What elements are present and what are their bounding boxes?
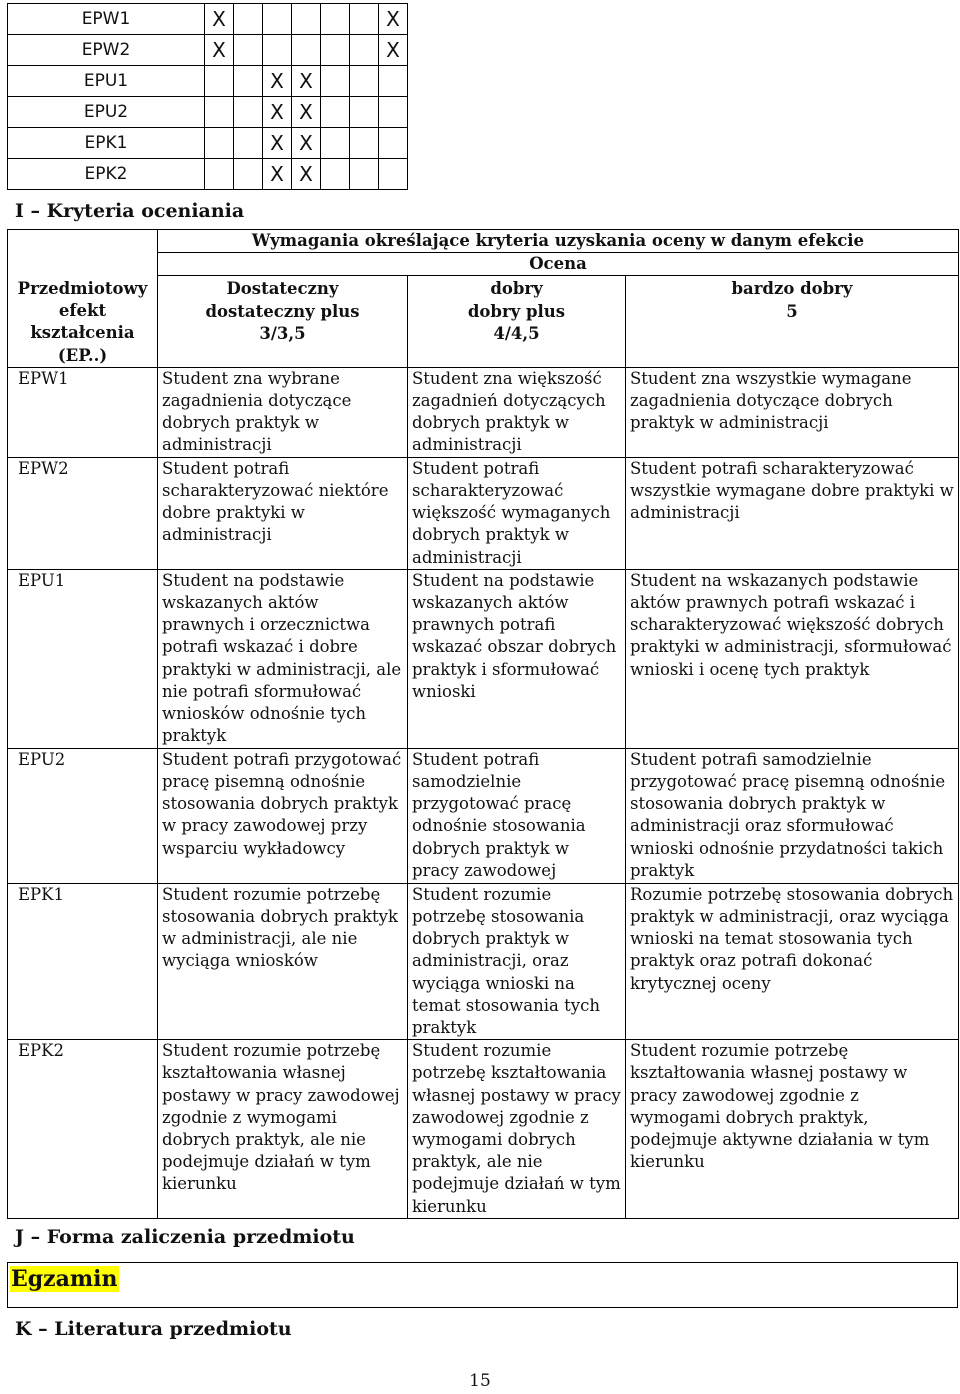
grade1-line1: Dostateczny bbox=[226, 279, 339, 299]
matrix-row bbox=[8, 66, 408, 97]
section-k-title: K – Literatura przedmiotu bbox=[15, 1318, 292, 1340]
grade-dostateczny-header bbox=[158, 276, 408, 367]
grade1-line2: dostateczny plus bbox=[205, 301, 360, 321]
grade-dobry-header bbox=[408, 276, 626, 367]
effect-column-header: Przedmiotowy efekt kształcenia (EP..) bbox=[8, 276, 158, 367]
matrix-mark-cell bbox=[379, 128, 408, 159]
matrix-effect-code: EPW1 bbox=[8, 4, 205, 35]
criteria-effect-code: EPW1 bbox=[8, 367, 158, 457]
grade3-line2: 5 bbox=[786, 301, 798, 321]
criteria-row bbox=[8, 569, 959, 748]
criteria-cell-grade3: Rozumie potrzebę stosowania dobrych praktyk w administracji, oraz wyciąga wnioski na temat stosowania tych praktyk oraz potrafi dokonać krytycznej oceny bbox=[626, 883, 959, 1039]
matrix-mark-cell bbox=[234, 128, 263, 159]
criteria-effect-code: EPW2 bbox=[8, 457, 158, 569]
grade-bardzo-dobry-header bbox=[626, 276, 959, 367]
grade1-line3: 3/3,5 bbox=[259, 323, 306, 343]
criteria-row bbox=[8, 1040, 959, 1219]
matrix-mark-cell bbox=[321, 128, 350, 159]
criteria-cell-grade2: Student rozumie potrzebę stosowania dobrych praktyk w administracji, oraz wyciąga wnioski na temat stosowania tych praktyk bbox=[408, 883, 626, 1039]
criteria-cell-grade1: Student potrafi przygotować pracę pisemną odnośnie stosowania dobrych praktyk w pracy zawodowej przy wsparciu wykładowcy bbox=[158, 748, 408, 883]
criteria-effect-code: EPU1 bbox=[8, 569, 158, 748]
criteria-cell-grade1: Student na podstawie wskazanych aktów prawnych i orzecznictwa potrafi wskazać i dobre praktyki w administracji, ale nie potrafi sformułować wniosków odnośnie tych praktyk bbox=[158, 569, 408, 748]
matrix-mark-cell: X bbox=[205, 4, 234, 35]
matrix-mark-cell bbox=[350, 97, 379, 128]
criteria-cell-grade2: Student na podstawie wskazanych aktów prawnych potrafi wskazać obszar dobrych praktyk i sformułować wnioski bbox=[408, 569, 626, 748]
matrix-mark-cell: X bbox=[263, 97, 292, 128]
criteria-row bbox=[8, 883, 959, 1039]
matrix-mark-cell: X bbox=[263, 66, 292, 97]
matrix-mark-cell bbox=[321, 66, 350, 97]
matrix-mark-cell bbox=[379, 66, 408, 97]
matrix-row bbox=[8, 128, 408, 159]
matrix-mark-cell bbox=[263, 35, 292, 66]
criteria-cell-grade1: Student potrafi scharakteryzować niektóre dobre praktyki w administracji bbox=[158, 457, 408, 569]
page-number: 15 bbox=[469, 1371, 491, 1391]
matrix-mark-cell: X bbox=[263, 159, 292, 190]
criteria-effect-code: EPU2 bbox=[8, 748, 158, 883]
matrix-mark-cell bbox=[350, 4, 379, 35]
matrix-effect-code: EPU2 bbox=[8, 97, 205, 128]
matrix-row bbox=[8, 97, 408, 128]
matrix-mark-cell: X bbox=[292, 97, 321, 128]
matrix-mark-cell: X bbox=[263, 128, 292, 159]
criteria-cell-grade1: Student rozumie potrzebę kształtowania własnej postawy w pracy zawodowej zgodnie z wymogami dobrych praktyk, ale nie podejmuje działań w tym kierunku bbox=[158, 1040, 408, 1219]
criteria-cell-grade2: Student potrafi scharakteryzować większość wymaganych dobrych praktyk w administracji bbox=[408, 457, 626, 569]
section-i-title: I – Kryteria oceniania bbox=[15, 200, 245, 222]
matrix-mark-cell: X bbox=[205, 35, 234, 66]
effects-matrix-table bbox=[7, 3, 408, 190]
matrix-mark-cell bbox=[379, 159, 408, 190]
section-j-title: J – Forma zaliczenia przedmiotu bbox=[15, 1226, 355, 1248]
exam-label: Egzamin bbox=[11, 1266, 118, 1292]
criteria-row bbox=[8, 367, 959, 457]
matrix-mark-cell bbox=[205, 66, 234, 97]
criteria-row bbox=[8, 457, 959, 569]
matrix-mark-cell bbox=[379, 97, 408, 128]
matrix-mark-cell bbox=[321, 97, 350, 128]
grade2-line2: dobry plus bbox=[467, 301, 566, 321]
matrix-mark-cell bbox=[263, 4, 292, 35]
grade3-line1: bardzo dobry bbox=[731, 279, 853, 299]
criteria-table bbox=[7, 229, 959, 1219]
matrix-mark-cell bbox=[205, 159, 234, 190]
matrix-mark-cell bbox=[292, 35, 321, 66]
matrix-mark-cell bbox=[321, 35, 350, 66]
matrix-effect-code: EPK1 bbox=[8, 128, 205, 159]
matrix-mark-cell bbox=[205, 97, 234, 128]
matrix-mark-cell bbox=[350, 128, 379, 159]
criteria-effect-code: EPK2 bbox=[8, 1040, 158, 1219]
exam-form-box bbox=[7, 1262, 958, 1308]
criteria-cell-grade3: Student potrafi samodzielnie przygotować pracę pisemną odnośnie stosowania dobrych praktyk w administracji oraz sformułować wnioski odnośnie przydatności takich praktyk bbox=[626, 748, 959, 883]
criteria-cell-grade3: Student na wskazanych podstawie aktów prawnych potrafi wskazać i scharakteryzować większość dobrych praktyki w administracji, sformułować wnioski i ocenę tych praktyk bbox=[626, 569, 959, 748]
criteria-cell-grade3: Student potrafi scharakteryzować wszystkie wymagane dobre praktyki w administracji bbox=[626, 457, 959, 569]
criteria-cell-grade1: Student zna wybrane zagadnienia dotyczące dobrych praktyk w administracji bbox=[158, 367, 408, 457]
criteria-cell-grade3: Student zna wszystkie wymagane zagadnienia dotyczące dobrych praktyk w administracji bbox=[626, 367, 959, 457]
matrix-mark-cell bbox=[350, 66, 379, 97]
matrix-mark-cell bbox=[350, 35, 379, 66]
matrix-mark-cell: X bbox=[379, 4, 408, 35]
matrix-mark-cell: X bbox=[379, 35, 408, 66]
ocena-header: Ocena bbox=[158, 253, 959, 276]
matrix-effect-code: EPW2 bbox=[8, 35, 205, 66]
matrix-mark-cell: X bbox=[292, 128, 321, 159]
matrix-mark-cell bbox=[234, 4, 263, 35]
criteria-main-header: Wymagania określające kryteria uzyskania oceny w danym efekcie bbox=[158, 230, 959, 253]
matrix-row bbox=[8, 35, 408, 66]
matrix-mark-cell bbox=[234, 159, 263, 190]
criteria-cell-grade2: Student rozumie potrzebę kształtowania własnej postawy w pracy zawodowej zgodnie z wymogami dobrych praktyk, ale nie podejmuje działań w tym kierunku bbox=[408, 1040, 626, 1219]
criteria-row bbox=[8, 748, 959, 883]
criteria-effect-code: EPK1 bbox=[8, 883, 158, 1039]
matrix-effect-code: EPK2 bbox=[8, 159, 205, 190]
matrix-mark-cell bbox=[234, 35, 263, 66]
matrix-mark-cell bbox=[350, 159, 379, 190]
matrix-row bbox=[8, 4, 408, 35]
grade2-line3: 4/4,5 bbox=[493, 323, 540, 343]
grade2-line1: dobry bbox=[490, 279, 543, 299]
criteria-cell-grade1: Student rozumie potrzebę stosowania dobrych praktyk w administracji, ale nie wyciąga wniosków bbox=[158, 883, 408, 1039]
matrix-mark-cell bbox=[292, 4, 321, 35]
matrix-mark-cell: X bbox=[292, 159, 321, 190]
criteria-cell-grade2: Student zna większość zagadnień dotyczących dobrych praktyk w administracji bbox=[408, 367, 626, 457]
criteria-cell-grade3: Student rozumie potrzebę kształtowania własnej postawy w pracy zawodowej zgodnie z wymogami dobrych praktyk, podejmuje aktywne działania w tym kierunku bbox=[626, 1040, 959, 1219]
matrix-mark-cell: X bbox=[292, 66, 321, 97]
matrix-mark-cell bbox=[234, 66, 263, 97]
matrix-row bbox=[8, 159, 408, 190]
matrix-mark-cell bbox=[321, 4, 350, 35]
matrix-mark-cell bbox=[205, 128, 234, 159]
matrix-mark-cell bbox=[321, 159, 350, 190]
matrix-mark-cell bbox=[234, 97, 263, 128]
matrix-effect-code: EPU1 bbox=[8, 66, 205, 97]
criteria-cell-grade2: Student potrafi samodzielnie przygotować pracę odnośnie stosowania dobrych praktyk w pracy zawodowej bbox=[408, 748, 626, 883]
